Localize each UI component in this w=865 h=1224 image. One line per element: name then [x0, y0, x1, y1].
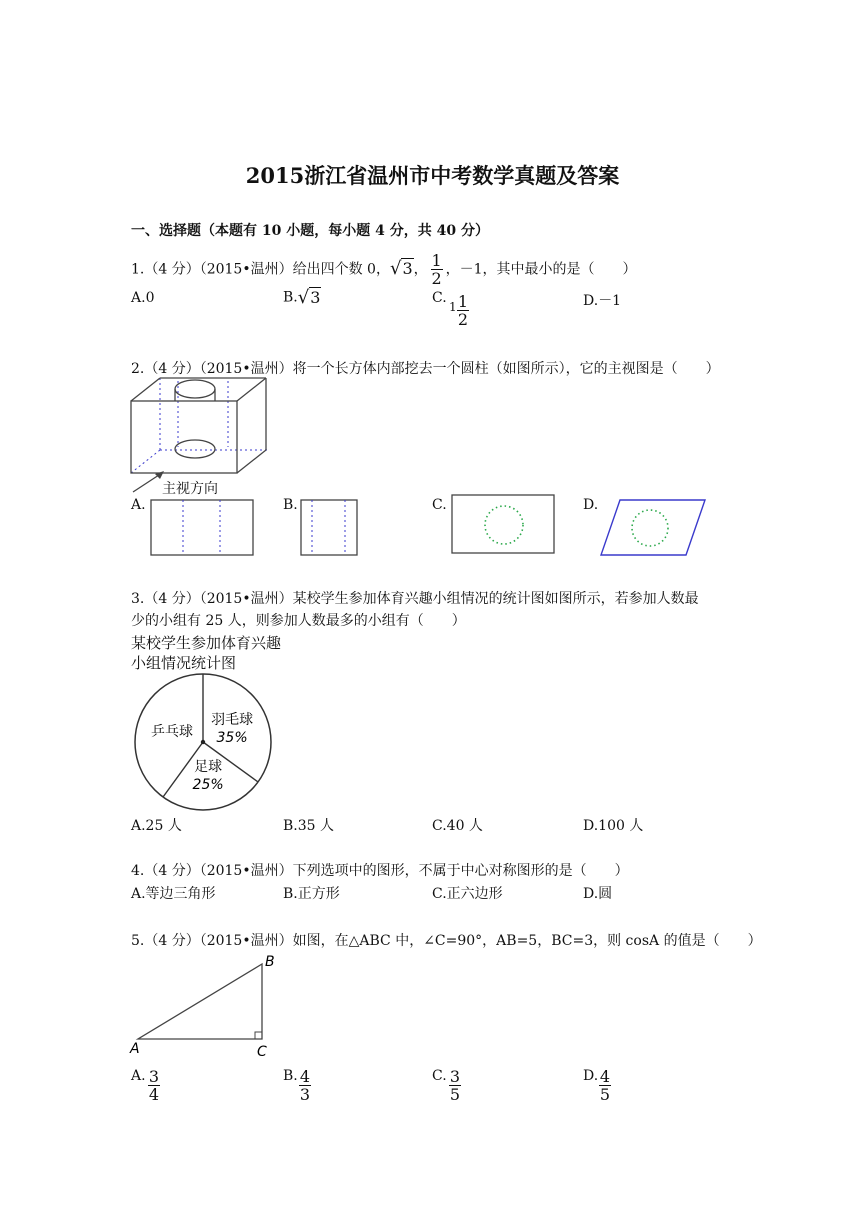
pie-chart: [130, 672, 280, 812]
q1-option-b: B.√3: [283, 287, 321, 308]
q2-option-b-figure: [298, 497, 360, 559]
vertex-c-label: C: [257, 1044, 267, 1060]
q1-prefix: 1.（4 分）（2015•温州）给出四个数 0，: [131, 261, 390, 278]
q1-option-c-whole: 1: [449, 300, 457, 314]
sqrt-3: √3: [389, 258, 413, 279]
chart-title-line-2: 小组情况统计图: [131, 654, 237, 672]
q5-triangle-figure: [128, 952, 278, 1060]
question-4: 4.（4 分）（2015•温州）下列选项中的图形，不属于中心对称图形的是（ ）: [131, 863, 629, 879]
q3-option-d: D.100 人: [583, 818, 644, 834]
pie-slice-label: 足球: [194, 759, 223, 776]
section-heading: 一、选择题（本题有 10 小题，每小题 4 分，共 40 分）: [131, 223, 489, 239]
question-5: 5.（4 分）（2015•温州）如图，在△ABC 中，∠C=90°，AB=5，BC=3，则 cosA 的值是（ ）: [131, 933, 762, 949]
pie-slice-percent: 25%: [192, 777, 224, 794]
q1-option-d: D.－1: [583, 293, 622, 309]
q1-suffix: ，－1，其中最小的是（ ）: [445, 261, 637, 278]
q2-option-b: B.: [283, 497, 298, 513]
q1-option-c-fraction: $\frac{1}{2}$: [457, 292, 469, 329]
q2-option-d-figure: [598, 497, 710, 559]
pie-slice-label: 乒乓球: [150, 723, 193, 740]
q5-option-c: C.: [432, 1068, 447, 1084]
q5-option-d-fraction: $\frac{4}{5}$: [599, 1067, 611, 1104]
q1-option-a: A.0: [131, 290, 155, 306]
q5-option-a: A.: [131, 1068, 146, 1084]
q5-option-c-fraction: $\frac{3}{5}$: [449, 1067, 461, 1104]
q2-option-d: D.: [583, 497, 599, 513]
q2-option-a-figure: [148, 497, 256, 559]
q2-option-c-figure: [449, 492, 557, 556]
page-title: 2015浙江省温州市中考数学真题及答案: [245, 163, 620, 188]
q3-option-b: B.35 人: [283, 818, 335, 834]
q5-option-b: B.: [283, 1068, 298, 1084]
q5-option-d: D.: [583, 1068, 599, 1084]
q2-view-direction-label: 主视方向: [162, 481, 218, 497]
q4-option-d: D.圆: [583, 886, 613, 902]
q1-option-c: C.: [432, 290, 447, 306]
vertex-a-label: A: [130, 1041, 140, 1057]
q4-option-b: B.正方形: [283, 886, 340, 902]
q3-option-a: A.25 人: [131, 818, 182, 834]
pie-slice-percent: 35%: [216, 730, 248, 747]
q4-option-c: C.正六边形: [432, 886, 503, 902]
q2-option-c: C.: [432, 497, 447, 513]
vertex-b-label: B: [265, 954, 275, 970]
chart-title-line-1: 某校学生参加体育兴趣: [131, 634, 282, 652]
q5-option-a-fraction: $\frac{3}{4}$: [148, 1067, 160, 1104]
pie-center: [201, 740, 205, 744]
q4-option-a: A.等边三角形: [131, 886, 216, 902]
question-3-line-2: 少的小组有 25 人，则参加人数最多的小组有（ ）: [131, 613, 466, 629]
q2-cuboid-figure: [128, 375, 268, 495]
fraction-one-half: $\frac{1}{2}$: [431, 251, 442, 288]
q5-option-b-fraction: $\frac{4}{3}$: [299, 1067, 311, 1104]
q2-option-a: A.: [131, 497, 146, 513]
question-1: 1.（4 分）（2015•温州）给出四个数 0，√3， $\frac{1}{2}$ ，－1，其中最小的是（ ）: [131, 251, 637, 288]
pie-slice-label: 羽毛球: [211, 712, 254, 729]
question-2: 2.（4 分）（2015•温州）将一个长方体内部挖去一个圆柱（如图所示），它的主视图是（ ）: [131, 361, 720, 377]
question-3-line-1: 3.（4 分）（2015•温州）某校学生参加体育兴趣小组情况的统计图如图所示，若参加人数最: [131, 591, 699, 607]
q3-option-c: C.40 人: [432, 818, 483, 834]
